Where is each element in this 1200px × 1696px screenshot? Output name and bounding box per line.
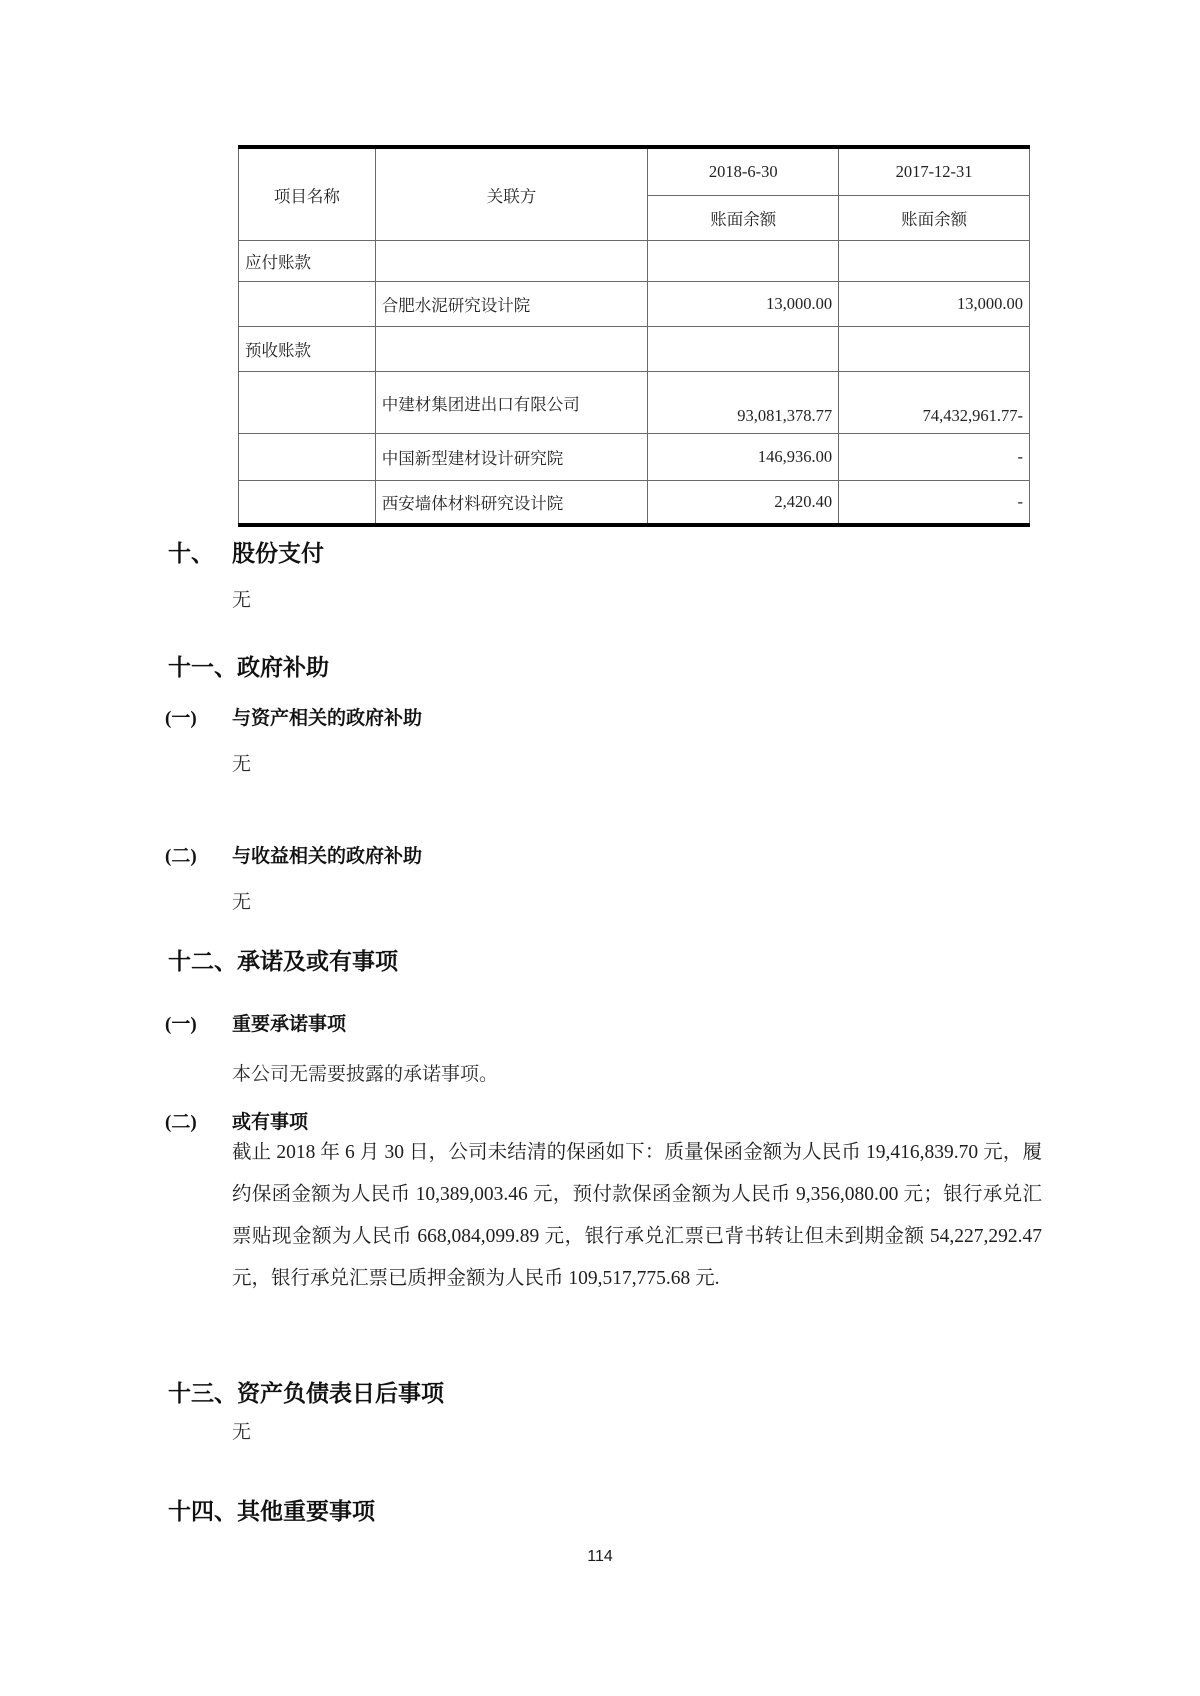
value-cell: - (839, 481, 1030, 526)
value-cell: 146,936.00 (648, 434, 839, 481)
section-number: 十二、 (168, 948, 237, 974)
subsection-number: (一) (165, 1014, 197, 1035)
value-cell: 2,420.40 (648, 481, 839, 526)
value-cell: 74,432,961.77- (839, 372, 1030, 434)
subsection-title: 或有事项 (232, 1112, 309, 1133)
item-cell (239, 282, 376, 327)
subsection-title: 重要承诺事项 (232, 1014, 347, 1035)
party-cell (375, 241, 648, 282)
header-date-2017: 2017-12-31 (839, 147, 1030, 196)
section-12-sub1-heading (165, 1012, 1200, 1038)
value-cell (648, 327, 839, 372)
subsection-number: (二) (165, 1112, 197, 1133)
section-title: 承诺及或有事项 (237, 948, 398, 974)
page-number: 114 (587, 1548, 613, 1565)
item-cell: 预收账款 (239, 327, 376, 372)
section-14-heading (168, 1496, 1200, 1526)
value-cell (648, 241, 839, 282)
section-10-heading (168, 538, 1200, 568)
header-party: 关联方 (375, 147, 648, 241)
item-cell (239, 481, 376, 526)
section-number: 十一、 (168, 654, 237, 680)
value-cell (839, 327, 1030, 372)
related-party-table-wrap (238, 145, 1030, 527)
value-cell: 13,000.00 (839, 282, 1030, 327)
table-row (239, 372, 1030, 434)
header-balance-2018: 账面余额 (648, 196, 839, 241)
value-cell: 13,000.00 (648, 282, 839, 327)
section-11-heading (168, 652, 1200, 682)
section-number: 十三、 (168, 1380, 237, 1406)
item-cell (239, 372, 376, 434)
section-11-sub2-body: 无 (232, 892, 252, 913)
header-date-2018: 2018-6-30 (648, 147, 839, 196)
header-balance-2017: 账面余额 (839, 196, 1030, 241)
section-number: 十四、 (168, 1498, 237, 1524)
section-13-body: 无 (232, 1422, 252, 1443)
table-header-row (239, 147, 1030, 196)
related-party-table (238, 145, 1030, 527)
party-cell: 中建材集团进出口有限公司 (375, 372, 648, 434)
header-item: 项目名称 (239, 147, 376, 241)
section-11-sub2-heading (165, 844, 1200, 870)
section-12-sub1-body: 本公司无需要披露的承诺事项。 (232, 1064, 499, 1085)
section-11-sub1-body: 无 (232, 754, 252, 775)
section-13-heading (168, 1378, 1200, 1408)
section-number: 十、 (168, 540, 214, 566)
item-cell: 应付账款 (239, 241, 376, 282)
table-row (239, 241, 1030, 282)
section-10-body: 无 (232, 590, 252, 611)
item-cell (239, 434, 376, 481)
subsection-number: (二) (165, 846, 197, 867)
value-cell: 93,081,378.77 (648, 372, 839, 434)
table-row (239, 282, 1030, 327)
section-title: 政府补助 (237, 654, 329, 680)
contingency-paragraph: 截止 2018 年 6 月 30 日，公司未结清的保函如下：质量保函金额为人民币 19,416,839.70 元，履约保函金额为人民币 10,389,003.46 元，预付款保函金额为人民币 9,356,080.00 元；银行承兑汇票贴现金额为人民币 668,084,099.89 元，银行承兑汇票已背书转让但未到期金额 54,227,292.47 元，银行承兑汇票已质押金额为人民币 109,517,775.68 元. (232, 1142, 1042, 1289)
section-11-sub1-heading (165, 706, 1200, 732)
section-12-heading (168, 946, 1200, 976)
table-row (239, 481, 1030, 526)
table-row (239, 434, 1030, 481)
subsection-title: 与收益相关的政府补助 (232, 846, 423, 867)
party-cell: 合肥水泥研究设计院 (375, 282, 648, 327)
section-title: 其他重要事项 (237, 1498, 375, 1524)
value-cell: - (839, 434, 1030, 481)
party-cell: 中国新型建材设计研究院 (375, 434, 648, 481)
table-row (239, 327, 1030, 372)
subsection-number: (一) (165, 708, 197, 729)
value-cell (839, 241, 1030, 282)
section-title: 资产负债表日后事项 (237, 1380, 444, 1406)
party-cell: 西安墙体材料研究设计院 (375, 481, 648, 526)
subsection-title: 与资产相关的政府补助 (232, 708, 423, 729)
party-cell (375, 327, 648, 372)
section-title: 股份支付 (232, 540, 324, 566)
